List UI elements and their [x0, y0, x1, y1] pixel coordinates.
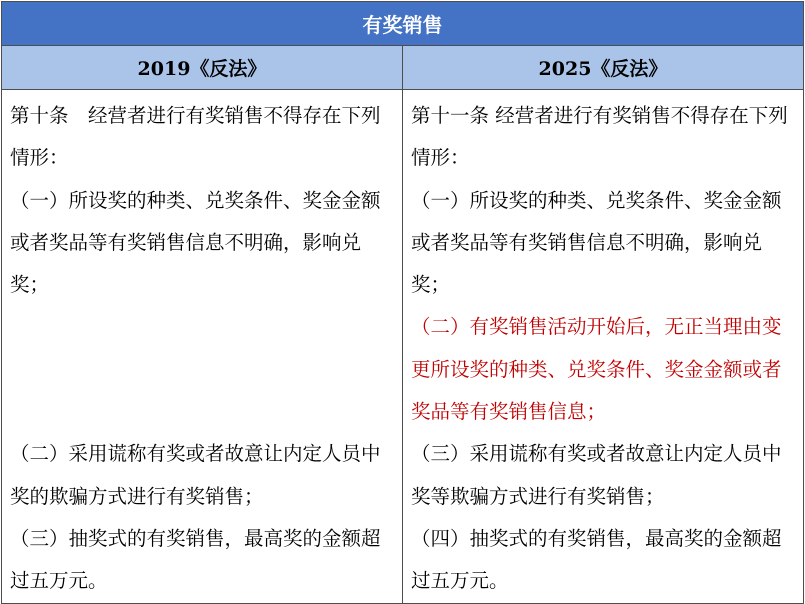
column-header-2025: 2025《反法》: [403, 46, 804, 90]
article-11-item-4: （四）抽奖式的有奖销售，最高奖的金额超过五万元。: [411, 526, 782, 593]
article-10-item-2: （二）采用谎称有奖或者故意让内定人员中奖的欺骗方式进行有奖销售；: [10, 442, 381, 508]
article-10-item-1: （一）所设奖的种类、兑奖条件、奖金金额或者奖品等有奖销售信息不明确，影响兑奖；: [10, 188, 381, 297]
article-10-item-3: （三）抽奖式的有奖销售，最高奖的金额超过五万元。: [10, 527, 381, 593]
article-11-item-3: （三）采用谎称有奖或者故意让内定人员中奖等欺骗方式进行有奖销售；: [411, 442, 782, 508]
table-title: 有奖销售: [2, 2, 804, 46]
article-11-item-1: （一）所设奖的种类、兑奖条件、奖金金额或者奖品等有奖销售信息不明确，影响兑奖；: [411, 188, 782, 297]
article-11-intro: 第十一条 经营者进行有奖销售不得存在下列情形：: [411, 104, 788, 170]
column-2019-content: [2, 90, 403, 604]
article-10-intro: 第十条 经营者进行有奖销售不得存在下列情形：: [10, 104, 381, 170]
column-header-2019: 2019《反法》: [2, 46, 403, 90]
blank-gap: [10, 306, 396, 433]
article-11-item-2-new: （二）有奖销售活动开始后，无正当理由变更所设奖的种类、兑奖条件、奖金金额或者奖品等有奖销售信息；: [411, 315, 782, 424]
comparison-table: [1, 1, 804, 604]
column-2025-content: [403, 90, 804, 604]
